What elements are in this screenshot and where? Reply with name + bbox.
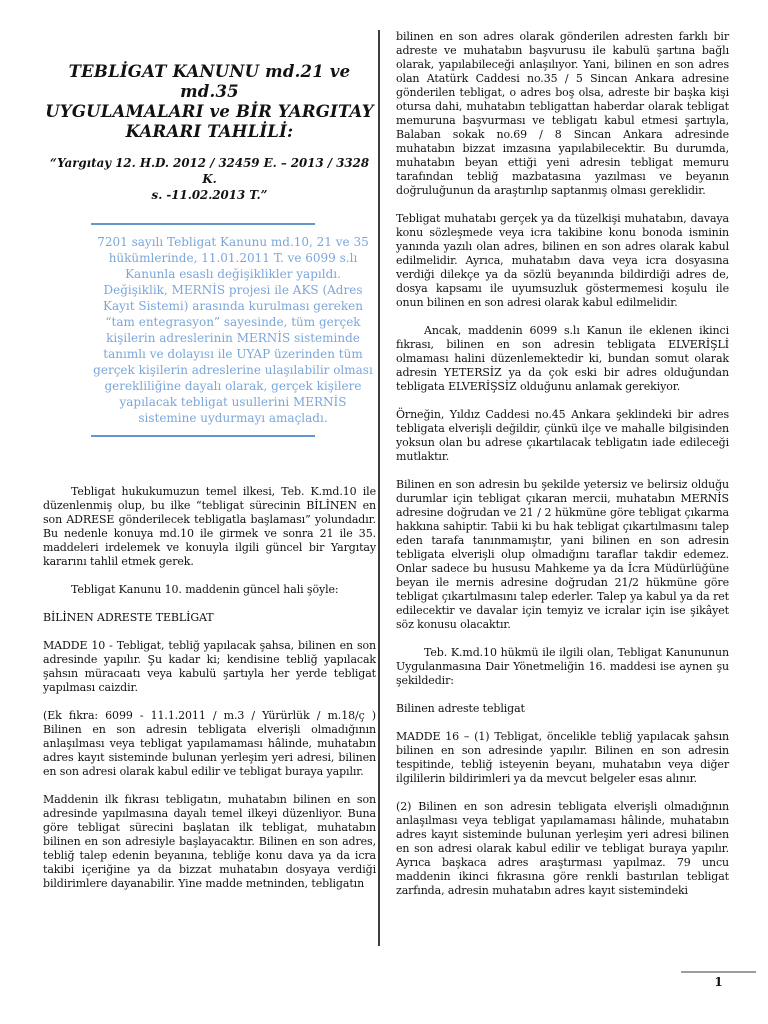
paragraph: Maddenin ilk fıkrası tebligatın, muhatabın bilinen en son adresinde yapılmasına dayalı temel ilkeyi düzenliyor. Buna göre tebligat sürecini başlatan ilk tebligat, muhatabın bilinen en son adresiyle başlayacaktır. Bilinen en son adres, tebliğ talep edenin beyanına, tebliğe konu dava ya da icra takibi içeriğine ya da bizzat muhatabın dosyaya verdiği bildirimlere dayanabilir. Yine madde metninden, tebligatın xyxy=(43,793,376,890)
subtitle-line: “Yargıtay 12. H.D. 2012 / 32459 E. – 2013 / 3328 K. xyxy=(49,156,370,186)
left-column-body xyxy=(43,485,376,891)
section-heading: Bilinen adreste tebligat xyxy=(396,702,525,715)
page-number: 1 xyxy=(714,975,723,989)
title-line: UYGULAMALARI ve BİR YARGITAY xyxy=(45,102,374,121)
section-heading: BİLİNEN ADRESTE TEBLİGAT xyxy=(43,611,214,624)
document-subtitle xyxy=(43,155,376,203)
document-title xyxy=(43,62,376,142)
paragraph: MADDE 16 – (1) Tebligat, öncelikle tebliğ yapılacak şahsın bilinen en son adresinde yapılır. Bilinen en son adresin tespitinde, tebliğ isteyenin beyanı, muhatabın veya diğer ilgililerin bildirimleri ya da mevcut belgeler esas alınır. xyxy=(396,730,729,785)
paragraph: (Ek fıkra: 6099 - 11.1.2011 / m.3 / Yürürlük / m.18/ç ) Bilinen en son adresin tebligata elverişli olmadığının anlaşılması veya tebligat yapılamaması hâlinde, muhatabın adres kayıt sisteminde bulunan yerleşim yeri adresi, bilinen en son adresi olarak kabul edilir ve tebligat buraya yapılır. xyxy=(43,709,376,778)
paragraph: bilinen en son adres olarak gönderilen adresten farklı bir adreste ve muhatabın başvurusu ile kabulü şartına bağlı olarak, yapılabileceği anlaşılıyor. Yani, bilinen en son adres olan Atatürk Caddesi no.35 / 5 Sincan Ankara adresine gönderilen tebligat, o adres boş olsa, adreste bir başka kişi otursa dahi, muhatabın tebligattan haberdar olarak tebligat memuruna başvurması ve tebligatı kabul etmesi şartıyla, Balaban sokak no.69 / 8 Sincan Ankara adresinde muhatabın bizzat imzasına yapılabilecektir. Bu durumda, muhatabın beyan ettiği yeni adresin tebligat memuru tarafından tebliğ mazbatasına yazılması ve beyanın doğruluğunun da araştırılıp saptanmış olması gereklidir. xyxy=(396,30,729,197)
paragraph: Tebligat Kanunu 10. maddenin güncel hali şöyle: xyxy=(71,583,339,596)
pull-quote-bottom-rule xyxy=(91,435,315,437)
paragraph: MADDE 10 - Tebligat, tebliğ yapılacak şahsa, bilinen en son adresinde yapılır. Şu kadar ki; kendisine tebliğ yapılacak şahsın müracaatı veya kabulü şartıyla her yerde tebligat yapılması caizdir. xyxy=(43,639,376,694)
paragraph: (2) Bilinen en son adresin tebligata elverişli olmadığının anlaşılması veya tebligat yapılamaması hâlinde, muhatabın adres kayıt sisteminde bulunan yerleşim yeri adresi bilinen en son adresi olarak kabul edilir ve tebligat buraya yapılır. Ayrıca başkaca adres araştırması yapılmaz. 79 uncu maddenin ikinci fıkrasına göre renkli bastırılan tebligat zarfında, adresin muhatabın adres kayıt sistemindeki xyxy=(396,800,729,897)
paragraph: Örneğin, Yıldız Caddesi no.45 Ankara şeklindeki bir adres tebligata elverişli değildir, çünkü ilçe ve mahalle bilgisinden yoksun olan bu adrese çıkartılacak tebligatın iade edileceği mutlaktır. xyxy=(396,408,729,463)
subtitle-line: s. -11.02.2013 T.” xyxy=(151,188,268,202)
pull-quote-block xyxy=(43,223,376,437)
left-column xyxy=(43,62,376,891)
pull-quote-text: 7201 sayılı Tebligat Kanunu md.10, 21 ve 35 hükümlerinde, 11.01.2011 T. ve 6099 s.lı Kanunla esaslı değişiklikler yapıldı. Değişiklik, MERNİS projesi ile AKS (Adres Kayıt Sistemi) arasında kurulması gereken “tam entegrasyon” sayesinde, tüm gerçek kişilerin adreslerinin MERNİS sisteminde tanımlı ve dolayısı ile UYAP üzerinden tüm gerçek kişilerin adreslerine ulaşılabilir olması gerekliliğine dayalı olarak, gerçek kişilere yapılacak tebligat usullerini MERNİS sistemine uydurmayı amaçladı. xyxy=(93,235,373,425)
paragraph: Ancak, maddenin 6099 s.lı Kanun ile eklenen ikinci fıkrası, bilinen en son adresin tebligata ELVERİŞLİ olmaması halini düzenlemektedir ki, bundan somut olarak adresin YETERSİZ ya da çok eski bir adres olduğundan tebligata ELVERİŞSİZ olduğunu anlamak gerekiyor. xyxy=(396,324,729,393)
column-divider-rule xyxy=(378,30,380,946)
title-line: KARARI TAHLİLİ: xyxy=(125,122,294,141)
paragraph: Tebligat muhatabı gerçek ya da tüzelkişi muhatabın, davaya konu sözleşmede veya icra takibine konu bonoda isminin yanında yazılı olan adres, bilinen en son adres olarak kabul edilmelidir. Ayrıca, muhatabın dava veya icra dosyasına verdiği dilekçe ya da sözlü beyanında bildirdiği adres de, dosya kapsamı ile uyumsuzluk göstermemesi koşulu ile onun bilinen en son adresi olarak kabul edilmelidir. xyxy=(396,212,729,309)
right-column xyxy=(396,30,729,898)
paragraph: Teb. K.md.10 hükmü ile ilgili olan, Tebligat Kanununun Uygulanmasına Dair Yönetmeliğin 16. maddesi ise aynen şu şekildedir: xyxy=(396,646,729,687)
page-footer xyxy=(681,971,756,988)
title-line: TEBLİGAT KANUNU md.21 ve md.35 xyxy=(68,62,351,101)
pull-quote-top-rule xyxy=(91,223,315,225)
paragraph: Bilinen en son adresin bu şekilde yetersiz ve belirsiz olduğu durumlar için tebligat çıkaran mercii, muhatabın MERNİS adresine doğrudan ve 21 / 2 hükmüne göre tebligat çıkarma hakkına sahiptir. Tabii ki bu hak tebligat çıkartılmasını talep eden tarafa tanınmamıştır, yani bilinen en son adresin tebligata elverişli olup olmadığını taraflar takdir edemez. Onlar sadece bu hususu Mahkeme ya da İcra Müdürlüğüne beyan ile mernis adresine doğrudan 21/2 hükmüne göre tebligat çıkartılmasını talep ederler. Talep ya kabul ya da ret edilecektir ve davalar için temyiz ve icralar için ise şikâyet söz konusu olacaktır. xyxy=(396,478,729,631)
paragraph: Tebligat hukukumuzun temel ilkesi, Teb. K.md.10 ile düzenlenmiş olup, bu ilke “tebligat sürecinin BİLİNEN en son ADRESE gönderilecek tebligatla başlaması” yolundadır. Bu nedenle konuya md.10 ile girmek ve sonra 21 ile 35. maddeleri irdelemek ve konuyla ilgili güncel bir Yargıtay kararını tahlil etmek gerek. xyxy=(43,485,376,568)
